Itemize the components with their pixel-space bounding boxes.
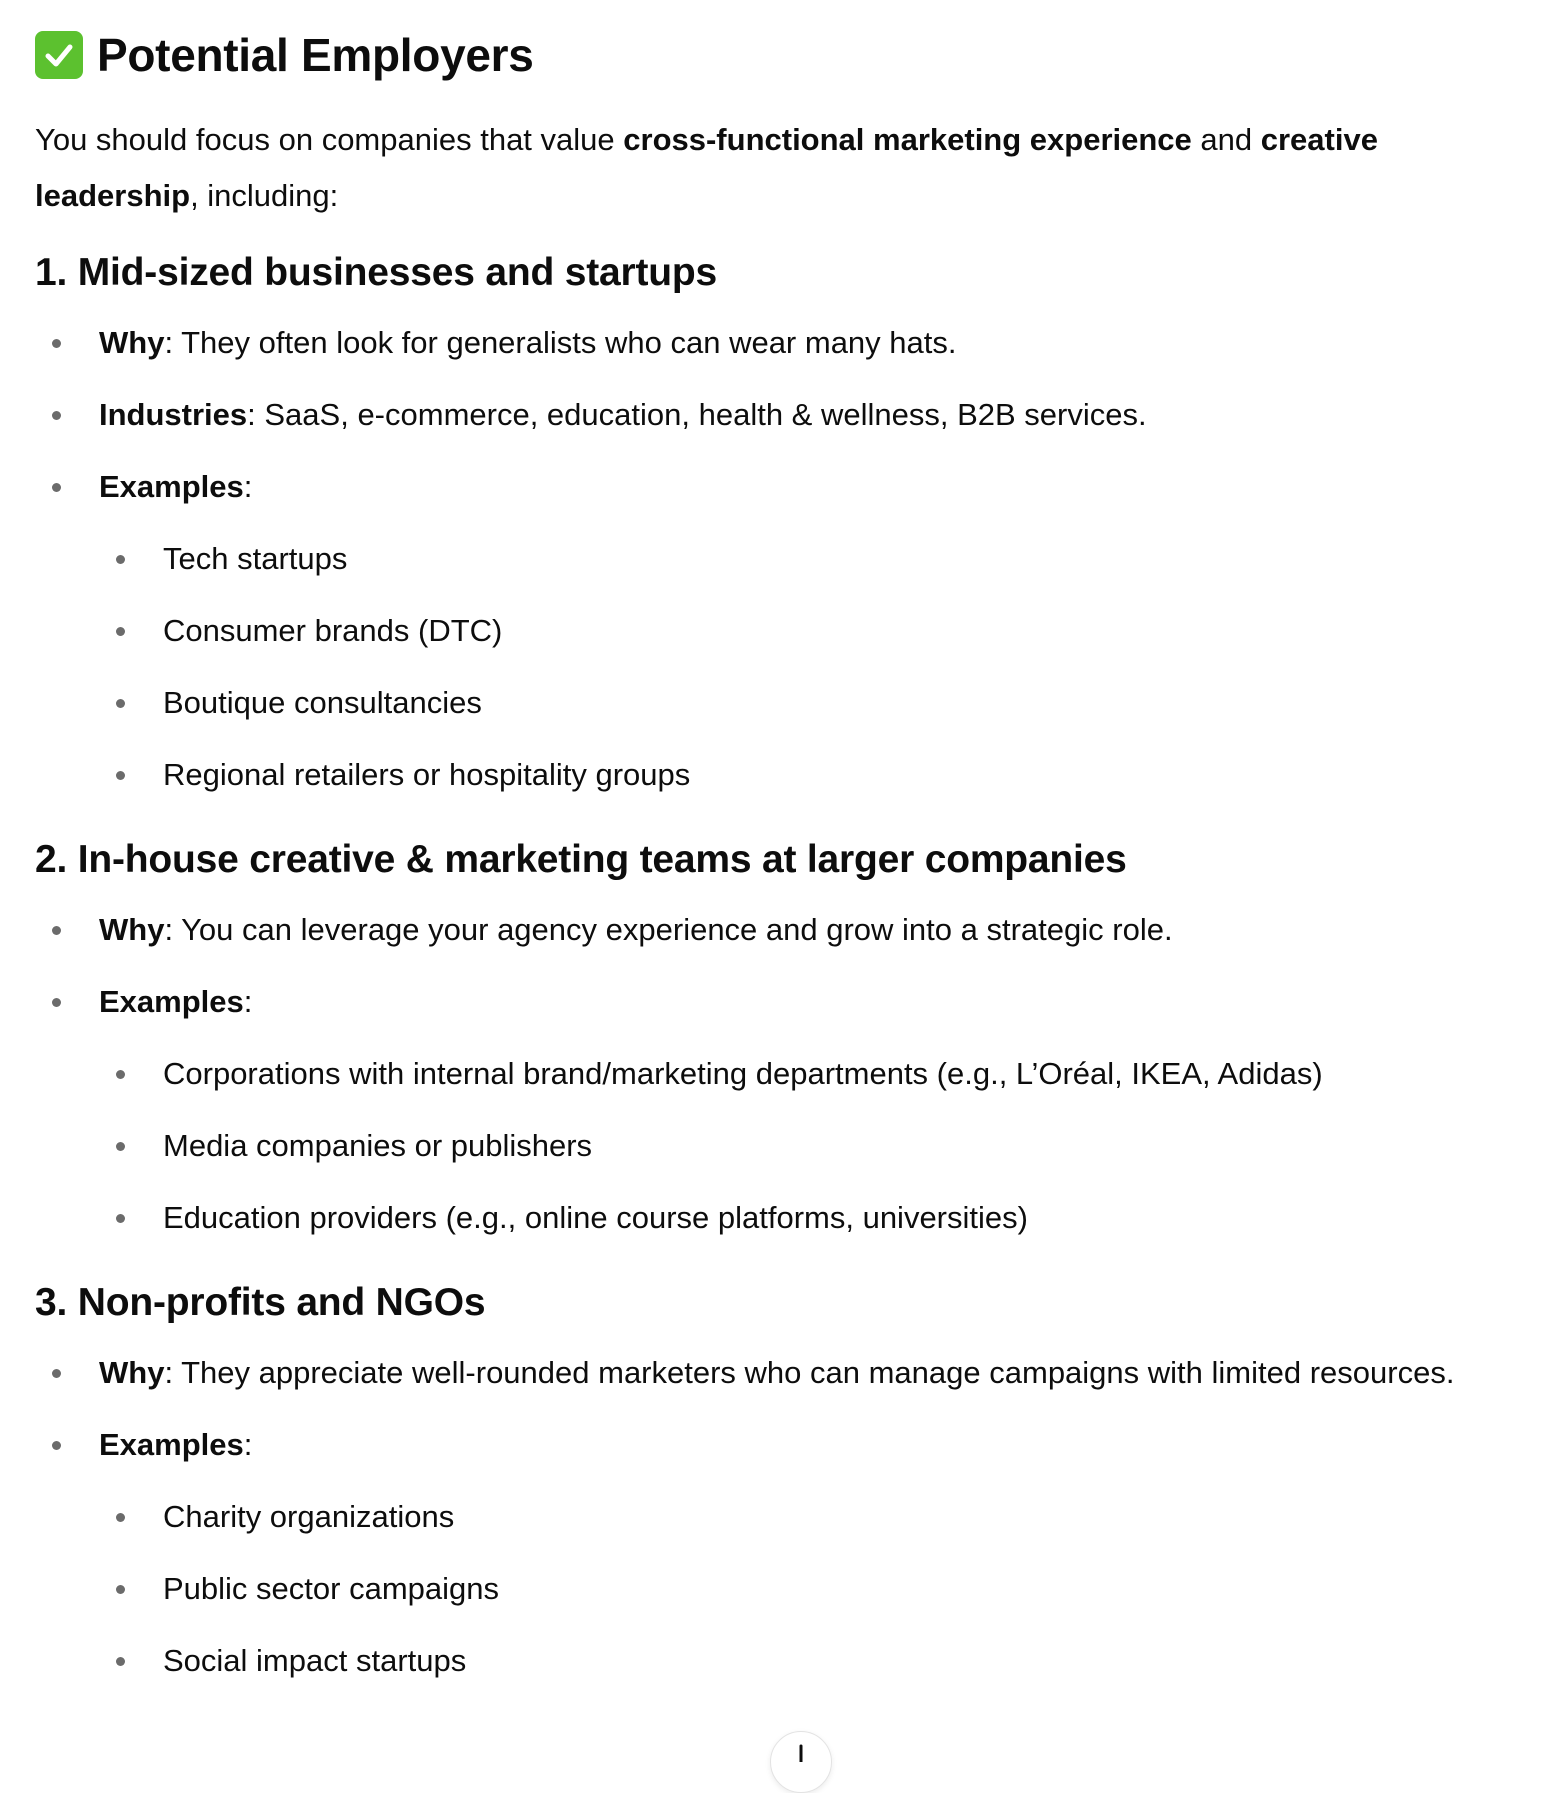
example-text: Social impact startups [163, 1643, 467, 1678]
bullet-dot [116, 771, 125, 780]
bullet-dot [116, 1513, 125, 1522]
example-item [35, 1553, 1545, 1625]
example-text: Corporations with internal brand/marketing departments (e.g., L’Oréal, IKEA, Adidas) [163, 1056, 1323, 1091]
item-label: Examples [99, 984, 244, 1019]
example-item [35, 1182, 1545, 1254]
bullet-dot [116, 1070, 125, 1079]
scroll-to-bottom-button[interactable] [770, 1731, 832, 1793]
item-label: Industries [99, 397, 248, 432]
example-text: Consumer brands (DTC) [163, 613, 503, 648]
example-item [35, 1110, 1545, 1182]
example-item [35, 667, 1545, 739]
list-item [35, 379, 1545, 451]
examples-list [35, 523, 1545, 811]
bullet-dot [116, 1142, 125, 1151]
example-text: Education providers (e.g., online course platforms, universities) [163, 1200, 1028, 1235]
page-title [35, 28, 1545, 82]
item-label: Why [99, 325, 165, 360]
intro-emphasis: creative leadership [35, 122, 1378, 213]
item-text: : [243, 469, 253, 504]
item-text: : SaaS, e-commerce, education, health & wellness, B2B services. [247, 397, 1147, 432]
item-label: Why [99, 1355, 165, 1390]
section-non-profits [35, 1275, 1545, 1697]
examples-list [35, 1481, 1545, 1697]
bullet-dot [52, 411, 61, 420]
section-heading: 1. Mid-sized businesses and startups [35, 251, 717, 294]
example-text: Boutique consultancies [163, 685, 482, 720]
bullet-dot [52, 998, 61, 1007]
examples-list [35, 1038, 1545, 1254]
bullet-dot [116, 1214, 125, 1223]
list-item [35, 1337, 1545, 1409]
bullet-dot [116, 1585, 125, 1594]
list-item [35, 966, 1545, 1038]
example-text: Public sector campaigns [163, 1571, 499, 1606]
list-item [35, 894, 1545, 966]
bullet-list [35, 1337, 1545, 1481]
section-heading: 2. In-house creative & marketing teams at larger companies [35, 838, 1127, 881]
bullet-dot [52, 1369, 61, 1378]
section-mid-sized-businesses [35, 245, 1545, 811]
bullet-dot [52, 339, 61, 348]
list-item [35, 451, 1545, 523]
item-text: : You can leverage your agency experience and grow into a strategic role. [164, 912, 1173, 947]
check-mark-button-icon [35, 31, 83, 79]
intro-paragraph [35, 112, 1505, 224]
item-label: Examples [99, 469, 244, 504]
example-item [35, 523, 1545, 595]
section-in-house-teams [35, 832, 1545, 1254]
bullet-dot [52, 483, 61, 492]
list-item [35, 1409, 1545, 1481]
example-item [35, 595, 1545, 667]
arrow-down-icon [771, 1732, 831, 1762]
example-item [35, 1481, 1545, 1553]
example-text: Regional retailers or hospitality groups [163, 757, 691, 792]
intro-emphasis: cross-functional marketing experience [623, 122, 1192, 157]
example-item [35, 1625, 1545, 1697]
bullet-list [35, 307, 1545, 523]
intro-text: You should focus on companies that value [35, 122, 624, 157]
example-text: Charity organizations [163, 1499, 455, 1534]
item-label: Why [99, 912, 165, 947]
example-text: Media companies or publishers [163, 1128, 593, 1163]
bullet-dot [52, 926, 61, 935]
example-item [35, 739, 1545, 811]
page-title-text: Potential Employers [97, 29, 534, 81]
item-text: : They often look for generalists who can wear many hats. [164, 325, 957, 360]
bullet-dot [116, 627, 125, 636]
intro-text: and [1191, 122, 1261, 157]
item-text: : They appreciate well-rounded marketers who can manage campaigns with limited resources. [164, 1355, 1455, 1390]
list-item [35, 307, 1545, 379]
response-content [35, 0, 1545, 1697]
item-text: : [243, 984, 253, 1019]
intro-text: , including: [190, 178, 339, 213]
bullet-dot [116, 699, 125, 708]
bullet-dot [52, 1441, 61, 1450]
example-text: Tech startups [163, 541, 348, 576]
bullet-list [35, 894, 1545, 1038]
item-label: Examples [99, 1427, 244, 1462]
section-heading: 3. Non-profits and NGOs [35, 1281, 486, 1324]
item-text: : [243, 1427, 253, 1462]
bullet-dot [116, 555, 125, 564]
example-item [35, 1038, 1545, 1110]
bullet-dot [116, 1657, 125, 1666]
